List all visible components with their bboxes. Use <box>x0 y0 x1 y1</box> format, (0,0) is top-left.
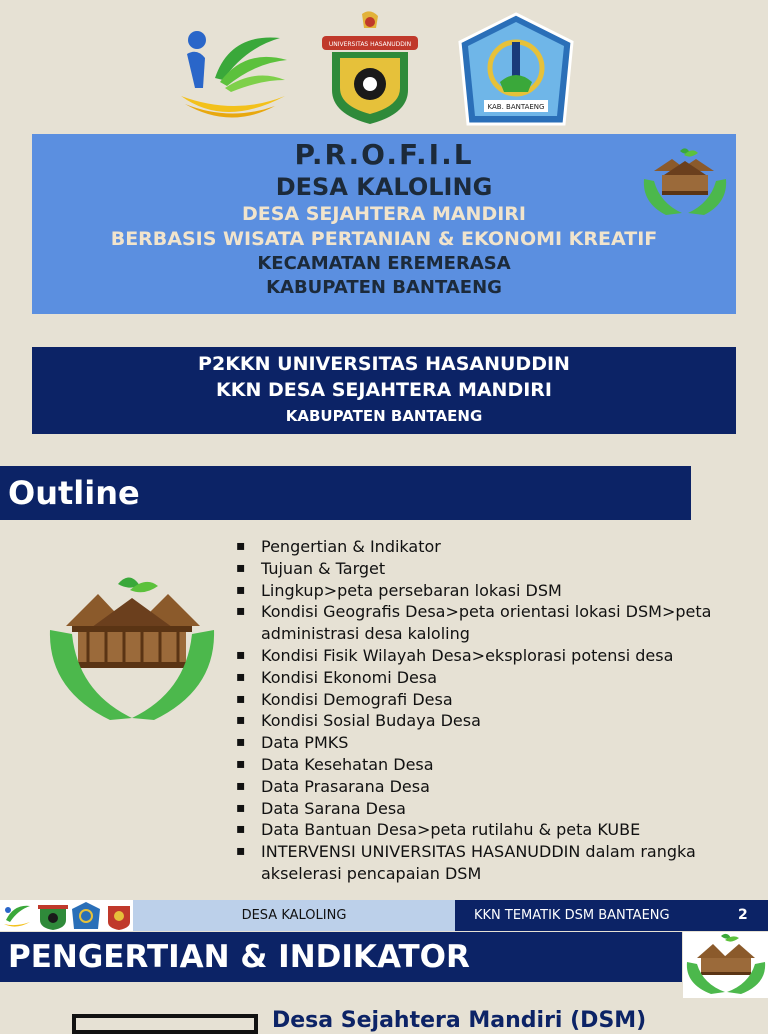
outline-item: ▪ Lingkup>peta persebaran lokasi DSM <box>236 580 736 602</box>
section-heading: PENGERTIAN & INDIKATOR <box>0 932 682 982</box>
outline-item: ▪ Data Sarana Desa <box>236 798 736 820</box>
org-banner <box>32 347 736 434</box>
outline-item: ▪ Data Bantuan Desa>peta rutilahu & peta KUBE <box>236 819 736 841</box>
outline-item: ▪ Data PMKS <box>236 732 736 754</box>
outline-item: ▪ Pengertian & Indikator <box>236 536 736 558</box>
section-partial-text: Desa Sejahtera Mandiri (DSM) <box>272 1008 647 1033</box>
village-hands-icon <box>683 932 768 998</box>
outline-item: ▪ Kondisi Ekonomi Desa <box>236 667 736 689</box>
svg-text:UNIVERSITAS HASANUDDIN: UNIVERSITAS HASANUDDIN <box>328 41 412 48</box>
footer-logos <box>0 900 133 931</box>
outline-item: ▪ Kondisi Demografi Desa <box>236 689 736 711</box>
header-logos <box>0 0 768 130</box>
outline-list <box>236 536 736 885</box>
unhas-logo <box>318 8 422 126</box>
kemensos-logo <box>175 18 293 122</box>
profil-title: P.R.O.F.I.L <box>294 138 474 171</box>
org-line-3: KABUPATEN BANTAENG <box>285 407 483 425</box>
kabupaten-label: KABUPATEN BANTAENG <box>266 277 502 298</box>
outline-item: ▪ Kondisi Fisik Wilayah Desa>eksplorasi potensi desa <box>236 645 736 667</box>
outline-heading: Outline <box>0 466 691 520</box>
tagline-1: DESA SEJAHTERA MANDIRI <box>241 203 527 225</box>
outline-item: ▪ Kondisi Geografis Desa>peta orientasi lokasi DSM>peta administrasi desa kaloling <box>236 601 736 645</box>
outline-item: ▪ INTERVENSI UNIVERSITAS HASANUDDIN dalam rangka akselerasi pencapaian DSM <box>236 841 736 885</box>
footer-left-label: DESA KALOLING <box>133 900 455 931</box>
footer-logo-strip <box>0 900 133 931</box>
kecamatan-label: KECAMATAN EREMERASA <box>257 253 511 274</box>
outline-item: ▪ Kondisi Sosial Budaya Desa <box>236 710 736 732</box>
kab-bantaeng-label: KAB. BANTAENG <box>487 103 545 111</box>
village-hands-icon <box>48 572 216 722</box>
org-line-2: KKN DESA SEJAHTERA MANDIRI <box>216 379 552 401</box>
org-line-1: P2KKN UNIVERSITAS HASANUDDIN <box>198 353 570 375</box>
outline-item: ▪ Data Kesehatan Desa <box>236 754 736 776</box>
desa-name: DESA KALOLING <box>275 173 493 201</box>
section-icon-box <box>683 932 768 998</box>
village-hands-icon <box>640 145 730 223</box>
title-banner <box>32 134 736 314</box>
kab-bantaeng-logo <box>456 12 576 128</box>
footer-right-label: KKN TEMATIK DSM BANTAENG <box>474 908 670 923</box>
tagline-2: BERBASIS WISATA PERTANIAN & EKONOMI KREATIF <box>110 228 658 250</box>
page-number: 2 <box>738 907 748 923</box>
content-box <box>72 1014 258 1034</box>
outline-item: ▪ Tujuan & Target <box>236 558 736 580</box>
outline-item: ▪ Data Prasarana Desa <box>236 776 736 798</box>
